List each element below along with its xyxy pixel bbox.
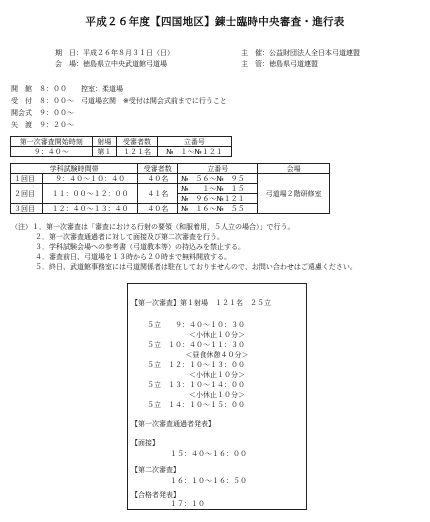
note-3: ３．学科試験会場への参考書（弓道教本等）の持込みを禁止する。 <box>35 243 245 251</box>
table-header: 立番号 <box>178 164 258 174</box>
table-cell: ９：４０～ <box>11 147 93 157</box>
box-heading: 【第一次審査】第１射場 １２１名 ２５立 <box>131 299 271 307</box>
slot-line: ５立 １３：１０～１４：００ <box>147 381 245 389</box>
table-cell: ４１名 <box>138 184 178 204</box>
slot-line: ５立 ９：４０～１０：３０ <box>147 321 245 329</box>
schedule-open: 開 館 ８：００ 控室：柔道場 <box>11 85 123 93</box>
pass1-label: 【第一次審査通過者発表】 <box>131 420 215 428</box>
note-5: ５．終日、武道館事務室には弓道関係者は駐在しておりませんので、お問い合わせはご遠慮ください。 <box>35 263 357 271</box>
slot-break: ＜小休止１０分＞ <box>189 371 245 379</box>
result-time: １７：１０ <box>170 500 205 508</box>
schedule-opening-ceremony: 開会式 ９：００～ <box>11 109 74 117</box>
table-cell: 第１ <box>92 147 116 157</box>
table-header: 受審者数 <box>117 137 158 147</box>
table-cell: ４０名 <box>138 174 178 184</box>
date-label: 期 日：平成２６年８月３１日（日） <box>55 49 174 57</box>
table-cell: ９：４０～１０：４０ <box>42 174 138 184</box>
interview-label: 【面接】 <box>131 439 159 447</box>
table-cell: ２回目 <box>11 184 43 204</box>
table-cell: １２：４０～１３：４０ <box>42 204 138 214</box>
schedule-reception: 受 付 ８：００～ 弓道場玄関 ※受付は開会式前までに行うこと <box>11 97 227 105</box>
table-header: 立番号 <box>157 137 231 147</box>
table-cell: № ９６～№１２１ <box>178 194 258 204</box>
table-cell: ４０名 <box>138 204 178 214</box>
slot-line: ５立 １４：１０～１５：００ <box>147 401 245 409</box>
interview-time: １５：４０～１６：００ <box>170 450 247 458</box>
table-header: 学科試験時間帯 <box>11 164 138 174</box>
table-cell: ３回目 <box>11 204 43 214</box>
table-cell: １回目 <box>11 174 43 184</box>
table-cell: № １～№１２１ <box>157 147 231 157</box>
first-exam-table <box>10 136 232 157</box>
second-exam-time: １６：１０～１６：５０ <box>170 477 247 485</box>
exam-timeline-box <box>127 283 307 510</box>
slot-break: ＜昼食休憩４０分＞ <box>185 351 249 359</box>
table-header: 第一次審査開始時刻 <box>11 137 93 147</box>
slot-break: ＜小休止１０分＞ <box>189 391 245 399</box>
slot-line: ５立 １０：４０～１１：３０ <box>147 341 245 349</box>
note-4: ４．審査前日、弓道場を１３時から２０時まで無料開放する。 <box>35 253 231 261</box>
schedule-yawatashi: 矢 渡 ９：２０～ <box>11 121 74 129</box>
exam-venue-cell: 弓道場２階研修室 <box>258 174 330 214</box>
table-header: 射場 <box>92 137 116 147</box>
slot-line: ５立 １２：１０～１３：００ <box>147 361 245 369</box>
venue-label: 会 場：徳島県立中央武道館弓道場 <box>55 60 167 68</box>
slot-break: ＜小休止１０分＞ <box>189 331 245 339</box>
manager-label: 主 管：徳島県弓道連盟 <box>241 60 318 68</box>
note-1: （注）１．第一次審査は「審査における行射の要領（和服着用，５人立の場合）」で行う。 <box>11 223 295 231</box>
written-exam-table <box>10 163 330 214</box>
result-label: 【合格者発表】 <box>131 491 180 499</box>
table-header: 受審者数 <box>138 164 178 174</box>
table-cell: № １～№ １５ <box>178 184 258 194</box>
note-2: ２．第一次審査通過者に対して面接及び第二次審査を行う。 <box>35 233 224 241</box>
page-title: 平成２６年度【四国地区】錬士臨時中央審査・進行表 <box>85 16 345 28</box>
table-cell: № １６～№ ５５ <box>178 204 258 214</box>
host-label: 主 催：公益財団法人全日本弓道連盟 <box>241 49 360 57</box>
table-cell: № ５６～№ ９５ <box>178 174 258 184</box>
table-header: 会場 <box>258 164 330 174</box>
second-exam-label: 【第二次審査】 <box>131 466 180 474</box>
table-cell: １１：００～１２：００ <box>42 184 138 204</box>
table-cell: １２１名 <box>117 147 158 157</box>
